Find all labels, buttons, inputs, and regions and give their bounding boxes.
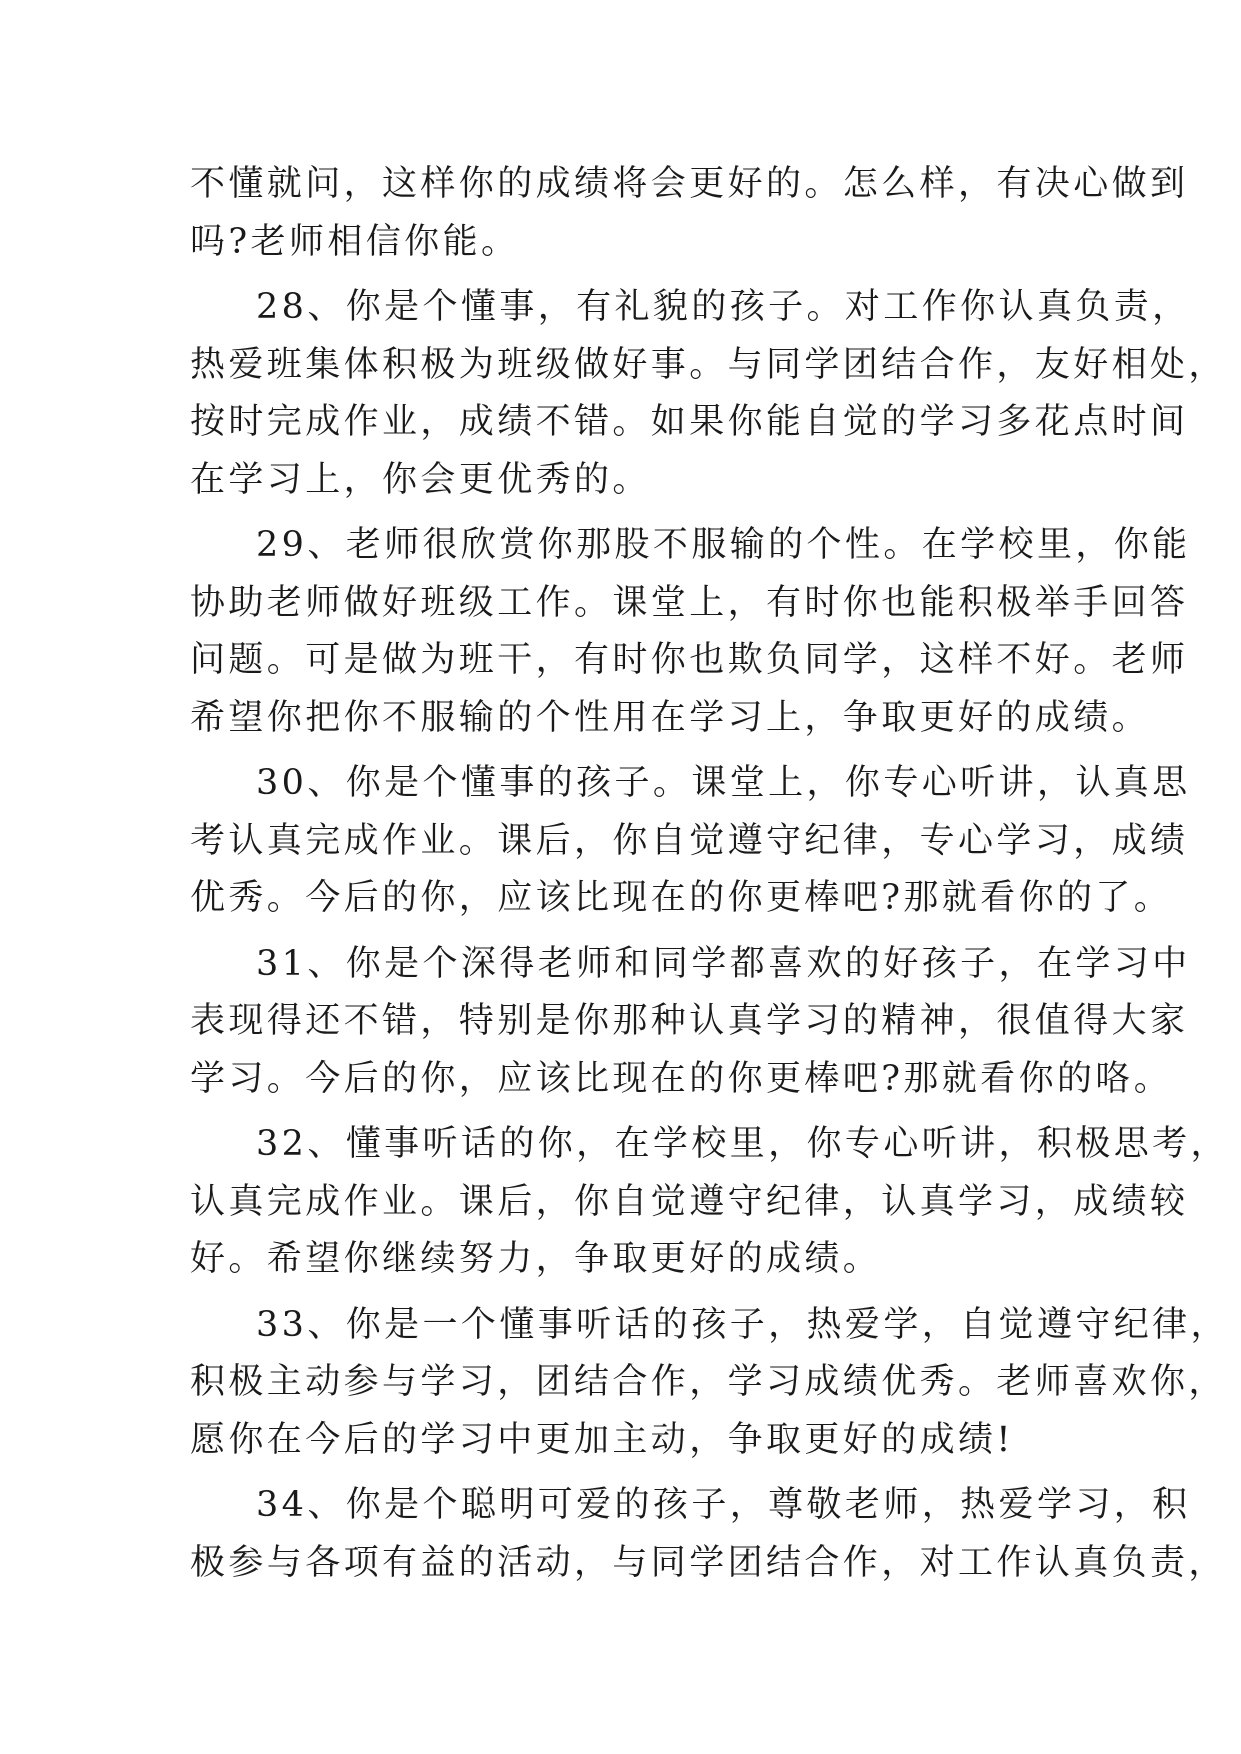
paragraph-33 <box>190 1297 1229 1470</box>
document-body <box>190 156 1229 1592</box>
text-line: 表现得还不错，特别是你那种认真学习的精神，很值得大家 <box>190 1001 1189 1041</box>
text-line: 愿你在今后的学习中更加主动，争取更好的成绩! <box>190 1419 1014 1460</box>
text-line: 认真完成作业。课后，你自觉遵守纪律，认真学习，成绩较 <box>190 1181 1189 1222</box>
text-line: 33、你是一个懂事听话的孩子，热爱学，自觉遵守纪律， <box>256 1304 1229 1345</box>
text-line: 按时完成作业，成绩不错。如果你能自觉的学习多花点时间 <box>190 402 1189 442</box>
text-line: 协助老师做好班级工作。课堂上，有时你也能积极举手回答 <box>190 582 1189 623</box>
text-line: 30、你是个懂事的孩子。课堂上，你专心听讲，认真思 <box>256 763 1191 803</box>
paragraph-32 <box>190 1116 1229 1289</box>
paragraph-27-continued <box>190 156 1189 271</box>
paragraph-28 <box>190 279 1227 509</box>
text-line: 34、你是个聪明可爱的孩子，尊敬老师，热爱学习，积 <box>256 1485 1191 1525</box>
paragraph-30 <box>190 755 1191 928</box>
text-line: 问题。可是做为班干，有时你也欺负同学，这样不好。老师 <box>190 640 1189 680</box>
text-line: 热爱班集体积极为班级做好事。与同学团结合作，友好相处， <box>190 344 1227 385</box>
text-line: 好。希望你继续努力，争取更好的成绩。 <box>190 1239 882 1279</box>
text-line: 优秀。今后的你，应该比现在的你更棒吧?那就看你的了。 <box>190 878 1173 918</box>
text-line: 积极主动参与学习，团结合作，学习成绩优秀。老师喜欢你， <box>190 1362 1227 1402</box>
text-line: 学习。今后的你，应该比现在的你更棒吧?那就看你的咯。 <box>190 1058 1173 1099</box>
text-line: 在学习上，你会更优秀的。 <box>190 459 651 500</box>
text-line: 希望你把你不服输的个性用在学习上，争取更好的成绩。 <box>190 697 1151 738</box>
text-line: 考认真完成作业。课后，你自觉遵守纪律，专心学习，成绩 <box>190 820 1189 861</box>
paragraph-29 <box>190 517 1191 747</box>
text-line: 32、懂事听话的你，在学校里，你专心听讲，积极思考， <box>256 1124 1229 1164</box>
text-line: 极参与各项有益的活动，与同学团结合作，对工作认真负责， <box>190 1542 1227 1583</box>
text-line: 吗?老师相信你能。 <box>190 221 520 262</box>
text-line: 28、你是个懂事，有礼貌的孩子。对工作你认真负责， <box>256 287 1191 327</box>
paragraph-34 <box>190 1477 1227 1592</box>
text-line: 29、老师很欣赏你那股不服输的个性。在学校里，你能 <box>256 525 1191 565</box>
text-line: 不懂就问，这样你的成绩将会更好的。怎么样，有决心做到 <box>190 164 1189 204</box>
paragraph-31 <box>190 936 1191 1109</box>
text-line: 31、你是个深得老师和同学都喜欢的好孩子，在学习中 <box>256 943 1191 984</box>
